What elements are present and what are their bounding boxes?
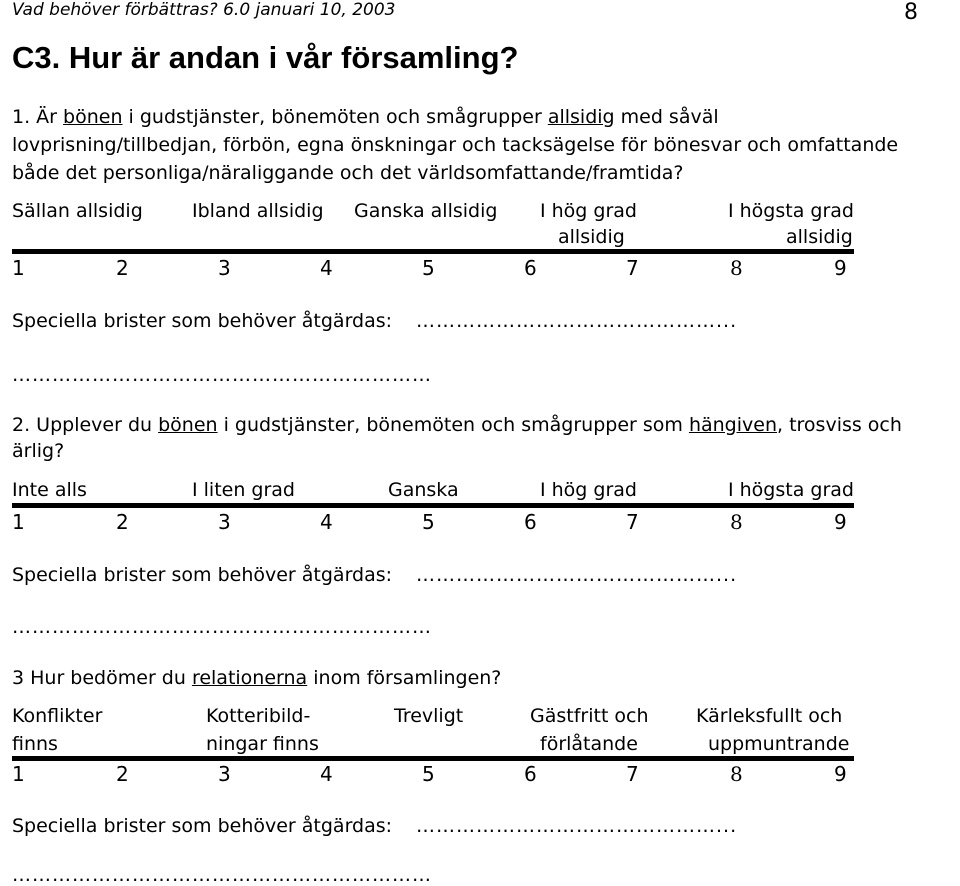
- q3-text-line1: [12, 667, 501, 689]
- q3-scale-label: Kärleksfullt och: [696, 705, 843, 727]
- q2-underlined-1: bönen: [158, 414, 218, 436]
- q2-scale-number[interactable]: 5: [422, 510, 435, 534]
- q3-scale-label: uppmuntrande: [708, 733, 850, 755]
- q2-scale-label: I hög grad: [540, 479, 637, 501]
- q2-prefix: 2. Upplever du: [12, 414, 159, 436]
- q1-mid: i gudstjänster, bönemöten och smågrupper: [122, 106, 548, 128]
- section-title: C3. Hur är andan i vår församling?: [12, 40, 519, 75]
- q3-scale-number[interactable]: 8: [730, 762, 743, 786]
- q3-scale-label: Gästfritt och: [530, 705, 649, 727]
- q2-scale-label: I högsta grad: [728, 479, 854, 501]
- q2-line1-end: , trosviss och: [777, 414, 902, 436]
- q1-underlined-1: bönen: [63, 106, 123, 128]
- page-number: 8: [904, 0, 918, 25]
- q1-text-line1: [12, 106, 719, 128]
- q3-scale-label: förlåtande: [540, 733, 638, 755]
- running-header: Vad behöver förbättras? 6.0 januari 10, 2003: [12, 0, 396, 20]
- q1-scale-label: allsidig: [558, 226, 625, 248]
- q3-scale-number[interactable]: 4: [320, 762, 333, 786]
- q2-scale-label: Ganska: [388, 479, 459, 501]
- q3-line1-end: inom församlingen?: [307, 667, 502, 689]
- q2-scale-number[interactable]: 9: [834, 510, 847, 534]
- q2-scale-number[interactable]: 3: [218, 510, 231, 534]
- q2-text-line2: ärlig?: [12, 440, 65, 462]
- q1-scale-number[interactable]: 3: [218, 256, 231, 280]
- q2-scale-number[interactable]: 6: [524, 510, 537, 534]
- q3-scale-number[interactable]: 7: [626, 762, 639, 786]
- q2-scale-label: I liten grad: [192, 479, 295, 501]
- q1-scale-number[interactable]: 1: [12, 256, 25, 280]
- q2-scale-label: Inte alls: [12, 479, 87, 501]
- q3-remarks-field-line2[interactable]: ………………………………………………………: [12, 864, 432, 886]
- q3-scale-number[interactable]: 9: [834, 762, 847, 786]
- q2-remarks-field-line2[interactable]: ………………………………………………………: [12, 616, 432, 638]
- q3-scale-label: Trevligt: [394, 705, 464, 727]
- q2-scale-number[interactable]: 1: [12, 510, 25, 534]
- q1-scale-label: I hög grad: [540, 200, 637, 222]
- q1-text-line3: både det personliga/näraliggande och det världsomfattande/framtida?: [12, 162, 684, 184]
- q3-scale-number[interactable]: 1: [12, 762, 25, 786]
- q2-remarks-field-line1[interactable]: ………………………………………...: [416, 564, 738, 586]
- q3-scale-number[interactable]: 5: [422, 762, 435, 786]
- q2-text-line1: [12, 414, 902, 436]
- q3-remarks-label: Speciella brister som behöver åtgärdas:: [12, 815, 393, 837]
- q1-prefix: 1. Är: [12, 106, 64, 128]
- q1-scale-number[interactable]: 2: [116, 256, 129, 280]
- q3-remarks-field-line1[interactable]: ………………………………………...: [416, 815, 738, 837]
- q1-remarks-field-line2[interactable]: ………………………………………………………: [12, 364, 432, 386]
- q1-scale-label: Ibland allsidig: [192, 200, 324, 222]
- q1-text-line2: lovprisning/tillbedjan, förbön, egna önskningar och tacksägelse för bönesvar och omfattande: [12, 134, 899, 156]
- q1-scale-number[interactable]: 5: [422, 256, 435, 280]
- q1-scale-number[interactable]: 8: [730, 256, 743, 280]
- q2-scale-rule: [12, 503, 854, 508]
- q1-remarks-label: Speciella brister som behöver åtgärdas:: [12, 310, 393, 332]
- q1-line1-end: med såväl: [614, 106, 719, 128]
- q3-scale-label: ningar finns: [206, 733, 319, 755]
- q3-scale-number[interactable]: 2: [116, 762, 129, 786]
- q1-scale-label: allsidig: [786, 226, 853, 248]
- q1-scale-number[interactable]: 7: [626, 256, 639, 280]
- q3-prefix: 3 Hur bedömer du: [12, 667, 192, 689]
- q2-scale-number[interactable]: 7: [626, 510, 639, 534]
- q3-underlined-1: relationerna: [191, 667, 308, 689]
- q2-remarks-label: Speciella brister som behöver åtgärdas:: [12, 564, 393, 586]
- q1-scale-rule: [12, 249, 854, 254]
- q1-scale-label: Sällan allsidig: [12, 200, 143, 222]
- q1-scale-number[interactable]: 4: [320, 256, 333, 280]
- q2-scale-number[interactable]: 2: [116, 510, 129, 534]
- q3-scale-number[interactable]: 6: [524, 762, 537, 786]
- q3-scale-label: finns: [12, 733, 58, 755]
- q2-underlined-2: hängiven: [688, 414, 777, 436]
- q2-scale-number[interactable]: 4: [320, 510, 333, 534]
- q1-scale-label: Ganska allsidig: [354, 200, 498, 222]
- q2-mid: i gudstjänster, bönemöten och smågrupper som: [217, 414, 689, 436]
- q1-scale-number[interactable]: 6: [524, 256, 537, 280]
- q1-underlined-2: allsidig: [547, 106, 615, 128]
- q3-scale-label: Kotteribild-: [206, 705, 311, 727]
- q3-scale-number[interactable]: 3: [218, 762, 231, 786]
- q3-scale-rule: [12, 756, 854, 761]
- q1-scale-number[interactable]: 9: [834, 256, 847, 280]
- q2-scale-number[interactable]: 8: [730, 510, 743, 534]
- q1-scale-label: I högsta grad: [728, 200, 854, 222]
- q1-remarks-field-line1[interactable]: ………………………………………...: [416, 310, 738, 332]
- q3-scale-label: Konflikter: [12, 705, 103, 727]
